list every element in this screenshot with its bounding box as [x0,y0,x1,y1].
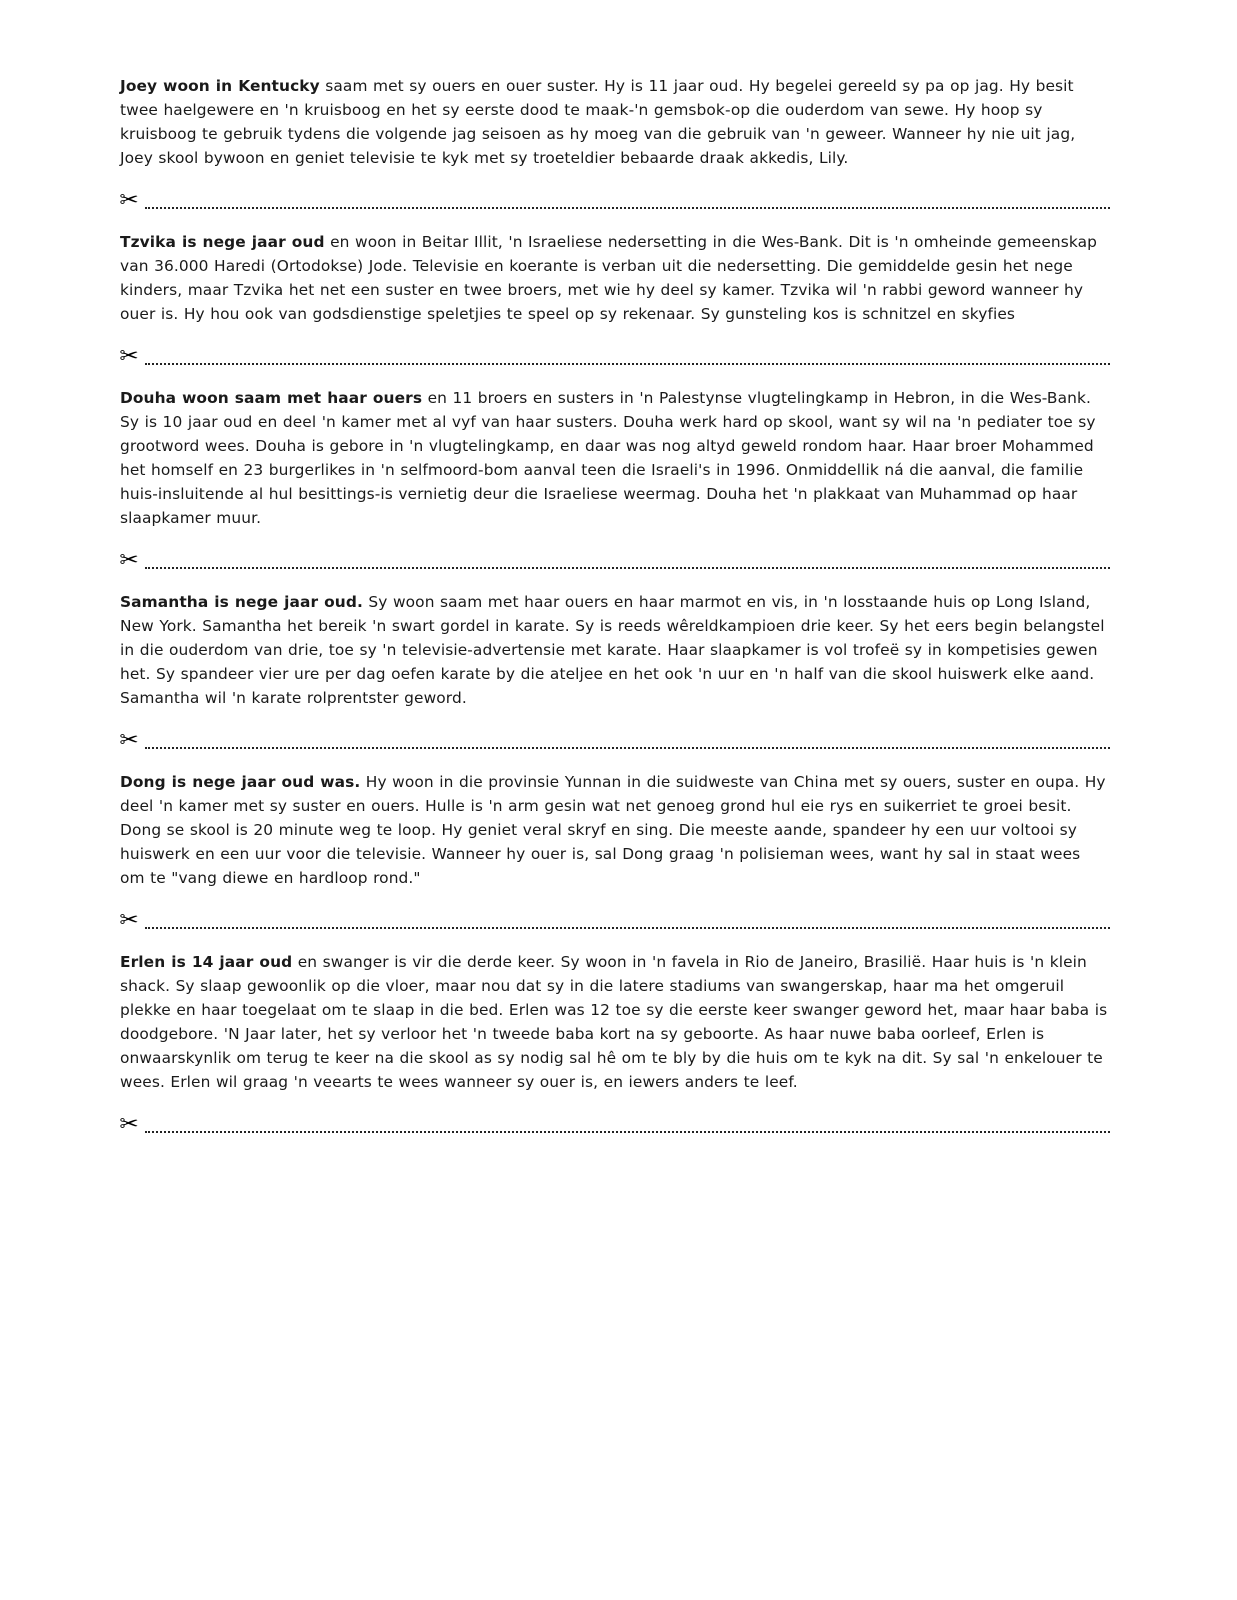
profile-dong [120,770,1110,932]
cut-line [120,908,1110,932]
profile-erlen [120,950,1110,1136]
profile-lead: Douha woon saam met haar ouers [120,389,423,407]
scissors-icon: ✂ [119,188,139,213]
profile-text: en woon in Beitar Illit, 'n Israeliese nedersetting in die Wes-Bank. Dit is 'n omheinde gemeenskap van 36.000 Haredi (Ortodokse) Jode. Televisie en koerante is verban uit die nedersetting. Die gemiddelde gesin het nege kinders, maar Tzvika het net een suster en twee broers, met wie hy deel sy kamer. Tzvika wil 'n rabbi geword wanneer hy ouer is. Hy hou ook van godsdienstige speletjies te speel op sy rekenaar. Sy gunsteling kos is schnitzel en skyfies [120,233,1098,323]
cut-line [120,548,1110,572]
profile-text: en 11 broers en susters in 'n Palestynse vlugtelingkamp in Hebron, in die Wes-Bank. Sy is 10 jaar oud en deel 'n kamer met al vyf van haar susters. Douha werk hard op skool, want sy wil na 'n pediater toe sy grootword wees. Douha is gebore in 'n vlugtelingkamp, en daar was nog altyd geweld rondom haar. Haar broer Mohammed het homself en 23 burgerlikes in 'n selfmoord-bom aanval teen die Israeli's in 1996. Onmiddellik ná die aanval, die familie huis-insluitende al hul besittings-is vernietig deur die Israeliese weermag. Douha het 'n plakkaat van Muhammad op haar slaapkamer muur. [120,389,1096,527]
profile-text: saam met sy ouers en ouer suster. Hy is 11 jaar oud. Hy begelei gereeld sy pa op jag. Hy besit twee haelgewere en 'n kruisboog en het sy eerste dood te maak-'n gemsbok-op die ouderdom van sewe. Hy hoop sy kruisboog te gebruik tydens die volgende jag seisoen as hy moeg van die gebruik van 'n geweer. Wanneer hy nie uit jag, Joey skool bywoon en geniet televisie te kyk met sy troeteldier bebaarde draak akkedis, Lily. [120,77,1076,167]
profile-lead: Samantha is nege jaar oud. [120,593,363,611]
scissors-icon: ✂ [119,1112,139,1137]
profile-text: Sy woon saam met haar ouers en haar marmot en vis, in 'n losstaande huis op Long Island, New York. Samantha het bereik 'n swart gordel in karate. Sy is reeds wêreldkampioen drie keer. Sy het eers begin belangstel in die ouderdom van drie, toe sy 'n televisie-advertensie met karate. Haar slaapkamer is vol trofeë sy in kompetisies gewen het. Sy spandeer vier ure per dag oefen karate by die ateljee en het ook 'n uur en 'n half van die skool huiswerk elke aand. Samantha wil 'n karate rolprentster geword. [120,593,1105,707]
profile-paragraph [120,770,1110,890]
dotted-line [145,207,1110,209]
profile-text: Hy woon in die provinsie Yunnan in die suidweste van China met sy ouers, suster en oupa. Hy deel 'n kamer met sy suster en ouers. Hulle is 'n arm gesin wat net genoeg grond hul eie rys en suikerriet te groei besit. Dong se skool is 20 minute weg te loop. Hy geniet veral skryf en sing. Die meeste aande, spandeer hy een uur voltooi sy huiswerk en een uur voor die televisie. Wanneer hy ouer is, sal Dong graag 'n polisieman wees, want hy sal in staat wees om te "vang diewe en hardloop rond." [120,773,1106,887]
profile-joey [120,74,1110,212]
dotted-line [145,927,1110,929]
profile-text: en swanger is vir die derde keer. Sy woon in 'n favela in Rio de Janeiro, Brasilië. Haar huis is 'n klein shack. Sy slaap gewoonlik op die vloer, maar nou dat sy in die latere stadiums van swangerskap, haar ma het omgeruil plekke en haar toegelaat om te slaap in die bed. Erlen was 12 toe sy die eerste keer swanger geword het, maar haar baba is doodgebore. 'N Jaar later, het sy verloor het 'n tweede baba kort na sy geboorte. As haar nuwe baba oorleef, Erlen is onwaarskynlik om terug te keer na die skool as sy nodig sal hê om te bly by die huis om te kyk na dit. Sy sal 'n enkelouer te wees. Erlen wil graag 'n veearts te wees wanneer sy ouer is, en iewers anders te leef. [120,953,1108,1091]
cut-line [120,1112,1110,1136]
profile-douha [120,386,1110,572]
scissors-icon: ✂ [119,344,139,369]
profile-tzvika [120,230,1110,368]
cut-line [120,344,1110,368]
dotted-line [145,747,1110,749]
profile-lead: Joey woon in Kentucky [120,77,320,95]
profile-paragraph [120,386,1110,530]
worksheet-page [120,74,1110,1154]
profile-paragraph [120,590,1110,710]
profile-paragraph [120,950,1110,1094]
profile-paragraph [120,230,1110,326]
cut-line [120,728,1110,752]
profile-samantha [120,590,1110,752]
profile-paragraph [120,74,1110,170]
scissors-icon: ✂ [119,548,139,573]
profile-lead: Dong is nege jaar oud was. [120,773,361,791]
profile-lead: Erlen is 14 jaar oud [120,953,293,971]
scissors-icon: ✂ [119,728,139,753]
profile-lead: Tzvika is nege jaar oud [120,233,325,251]
dotted-line [145,363,1110,365]
dotted-line [145,1131,1110,1133]
cut-line [120,188,1110,212]
scissors-icon: ✂ [119,908,139,933]
dotted-line [145,567,1110,569]
